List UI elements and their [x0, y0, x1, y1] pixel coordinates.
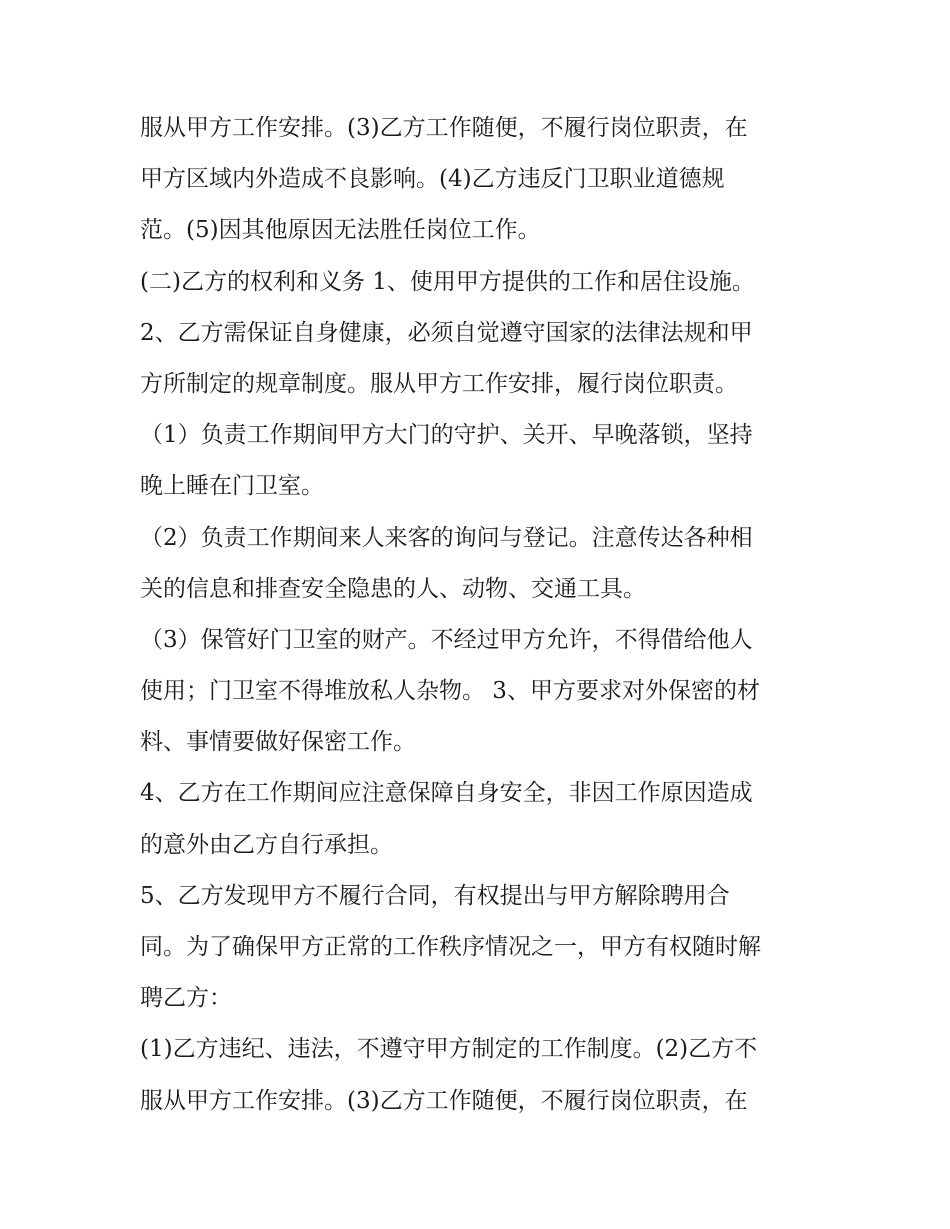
text-line: （2）负责工作期间来人来客的询问与登记。注意传达各种相: [140, 524, 753, 551]
text-line: 甲方区域内外造成不良影响。(4)乙方违反门卫职业道德规: [140, 166, 725, 193]
text-line: (1)乙方违纪、违法，不遵守甲方制定的工作制度。(2)乙方不: [140, 1036, 758, 1063]
text-line: 服从甲方工作安排。(3)乙方工作随便，不履行岗位职责，在: [140, 115, 748, 141]
text-line: 4、乙方在工作期间应注意保障自身安全，非因工作原因造成: [140, 780, 753, 807]
text-line: 5、乙方发现甲方不履行合同，有权提出与甲方解除聘用合: [140, 882, 730, 909]
text-line: 使用；门卫室不得堆放私人杂物。 3、甲方要求对外保密的材: [140, 678, 760, 705]
text-line: (二)乙方的权利和义务 1、使用甲方提供的工作和居住设施。: [140, 268, 755, 295]
text-line: 范。(5)因其他原因无法胜任岗位工作。: [140, 217, 541, 244]
text-line: （3）保管好门卫室的财产。不经过甲方允许，不得借给他人: [140, 626, 753, 653]
text-line: 料、事情要做好保密工作。: [140, 729, 416, 756]
text-line: 聘乙方：: [140, 985, 232, 1012]
text-line: 2、乙方需保证自身健康，必须自觉遵守国家的法律法规和甲: [140, 319, 753, 346]
text-line: 服从甲方工作安排。(3)乙方工作随便，不履行岗位职责，在: [140, 1087, 748, 1114]
text-line: （1）负责工作期间甲方大门的守护、关开、早晚落锁，坚持: [140, 422, 753, 449]
text-line: 方所制定的规章制度。服从甲方工作安排，履行岗位职责。: [140, 370, 738, 397]
text-line: 同。为了确保甲方正常的工作秩序情况之一，甲方有权随时解: [140, 934, 761, 960]
text-line: 晚上睡在门卫室。: [140, 473, 324, 500]
text-line: 的意外由乙方自行承担。: [140, 831, 393, 858]
text-line: 关的信息和排查安全隐患的人、动物、交通工具。: [140, 575, 646, 602]
document-body: [140, 109, 830, 1133]
